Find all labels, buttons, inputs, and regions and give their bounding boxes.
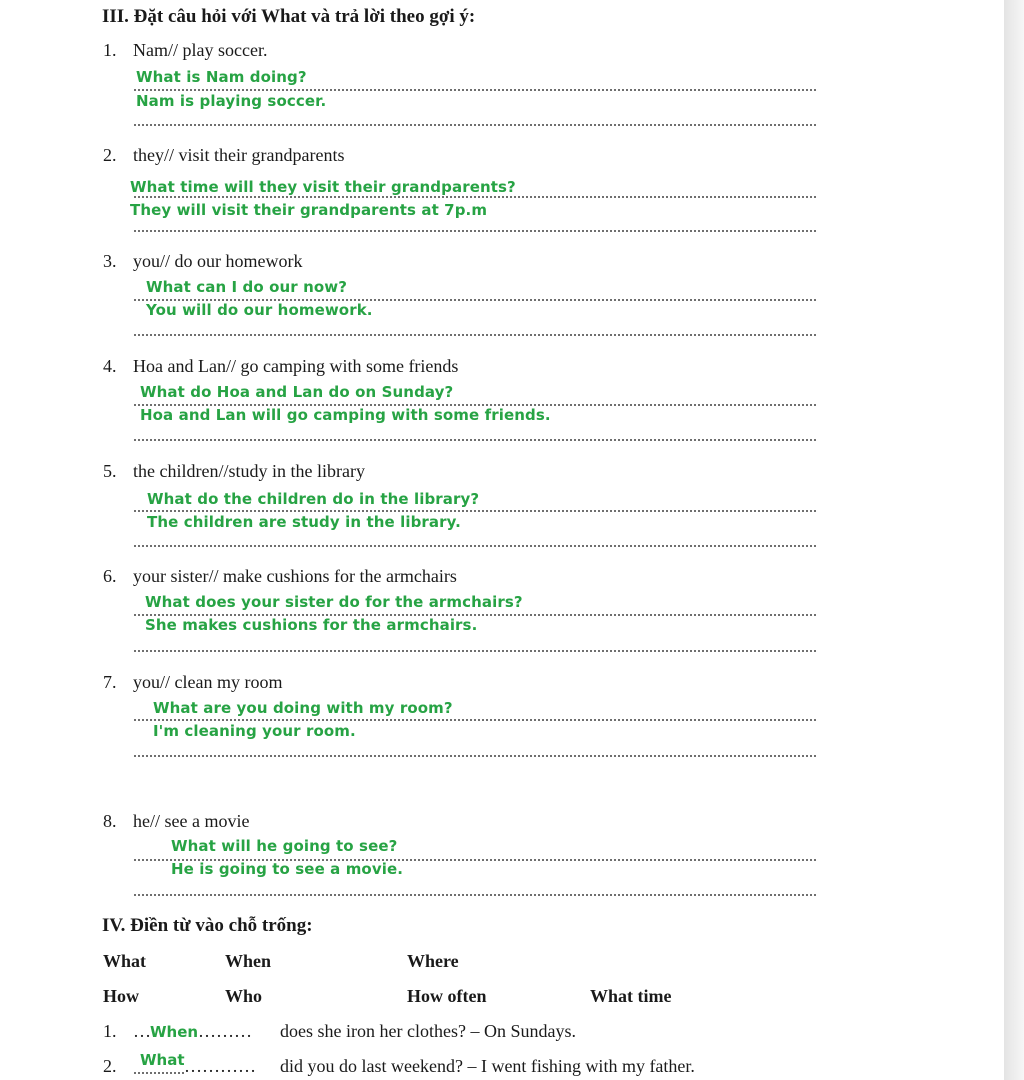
question-prompt: your sister// make cushions for the armchairs xyxy=(133,566,457,586)
answer-question: What does your sister do for the armchairs? xyxy=(145,593,523,611)
question-number: 5. xyxy=(103,461,117,481)
answer-question: What do Hoa and Lan do on Sunday? xyxy=(140,383,454,401)
answer-sentence: He is going to see a movie. xyxy=(171,860,404,878)
answer-question: What time will they visit their grandparents? xyxy=(130,178,516,196)
word-bank-item: How often xyxy=(407,986,487,1006)
page-edge-shadow xyxy=(1004,0,1024,1080)
question-number: 1. xyxy=(103,40,117,60)
answer-line xyxy=(134,89,816,91)
question-prompt: they// visit their grandparents xyxy=(133,145,345,165)
word-bank-item: What xyxy=(103,951,147,971)
answer-sentence: You will do our homework. xyxy=(146,301,373,319)
answer-line xyxy=(134,334,816,336)
answer-question: What can I do our now? xyxy=(146,278,348,296)
answer-question: What is Nam doing? xyxy=(136,68,307,86)
question-number: 7. xyxy=(103,672,117,692)
answer-sentence: They will visit their grandparents at 7p.m xyxy=(130,201,488,219)
question-number: 6. xyxy=(103,566,117,586)
question-prompt: you// clean my room xyxy=(133,672,283,692)
answer-sentence: I'm cleaning your room. xyxy=(153,722,356,740)
section3-title: III. Đặt câu hỏi với What và trả lời theo gợi ý: xyxy=(102,6,476,27)
answer-line xyxy=(134,124,816,126)
word-bank-item: How xyxy=(103,986,139,1006)
question-prompt: Hoa and Lan// go camping with some friends xyxy=(133,356,459,376)
answer-line xyxy=(134,719,816,721)
word-bank-item: Who xyxy=(225,986,263,1006)
fill-answer: When xyxy=(150,1023,199,1041)
question-number: 4. xyxy=(103,356,117,376)
question-prompt: he// see a movie xyxy=(133,811,250,831)
answer-line xyxy=(134,230,816,232)
question-number: 8. xyxy=(103,811,117,831)
answer-question: What do the children do in the library? xyxy=(147,490,480,508)
answer-sentence: She makes cushions for the armchairs. xyxy=(145,616,478,634)
answer-question: What are you doing with my room? xyxy=(153,699,453,717)
fill-sentence: did you do last weekend? – I went fishing with my father. xyxy=(280,1056,695,1076)
fill-number: 1. xyxy=(103,1021,117,1041)
fill-trail-dots: ……… xyxy=(198,1021,252,1041)
word-bank-item: Where xyxy=(407,951,459,971)
fill-trail-dots: ………… xyxy=(184,1056,256,1076)
answer-line xyxy=(134,1072,184,1074)
answer-line xyxy=(134,755,816,757)
fill-answer: What xyxy=(140,1051,185,1069)
word-bank-item: When xyxy=(225,951,272,971)
answer-line xyxy=(134,650,816,652)
fill-sentence: does she iron her clothes? – On Sundays. xyxy=(280,1021,576,1041)
answer-line xyxy=(134,510,816,512)
question-prompt: the children//study in the library xyxy=(133,461,365,481)
answer-line xyxy=(134,545,816,547)
question-number: 2. xyxy=(103,145,117,165)
answer-sentence: The children are study in the library. xyxy=(147,513,461,531)
fill-number: 2. xyxy=(103,1056,117,1076)
question-prompt: you// do our homework xyxy=(133,251,303,271)
answer-question: What will he going to see? xyxy=(171,837,398,855)
question-prompt: Nam// play soccer. xyxy=(133,40,268,60)
section4-title: IV. Điền từ vào chỗ trống: xyxy=(102,915,313,936)
word-bank-item: What time xyxy=(590,986,672,1006)
answer-sentence: Nam is playing soccer. xyxy=(136,92,327,110)
answer-line xyxy=(134,196,816,198)
answer-line xyxy=(134,439,816,441)
fill-lead-dots: … xyxy=(133,1021,151,1041)
answer-line xyxy=(134,894,816,896)
answer-sentence: Hoa and Lan will go camping with some friends. xyxy=(140,406,551,424)
question-number: 3. xyxy=(103,251,117,271)
